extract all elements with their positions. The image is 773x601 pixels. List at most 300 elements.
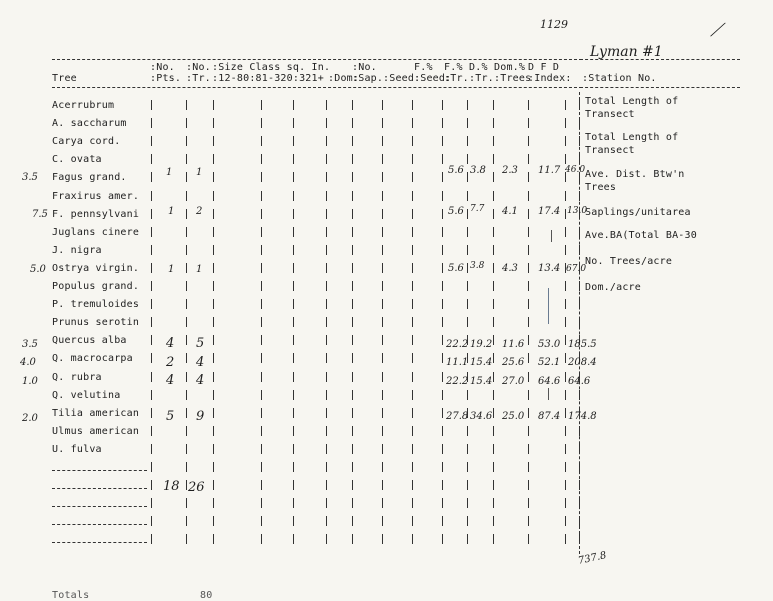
grid-tick — [382, 480, 383, 490]
station-field-3: Ave. Dist. Btw'n Trees — [585, 169, 685, 193]
value-tr: 9 — [196, 409, 205, 424]
value-index: 11.7 — [538, 165, 561, 176]
species-label: A. saccharum — [52, 118, 127, 129]
grid-tick — [293, 516, 294, 526]
value-dom: 4.3 — [502, 263, 518, 274]
grid-tick — [493, 390, 494, 400]
grid-tick — [352, 172, 353, 182]
grid-tick — [565, 227, 566, 237]
grid-tick — [213, 444, 214, 454]
grid-tick — [565, 408, 566, 418]
grid-tick — [528, 191, 529, 201]
value-ba: 13.0 — [567, 206, 588, 216]
grid-tick — [352, 118, 353, 128]
grid-tick — [442, 390, 443, 400]
species-label: Fagus grand. — [52, 172, 127, 183]
pencil-mark — [551, 230, 552, 242]
grid-tick — [213, 516, 214, 526]
grid-tick — [261, 408, 262, 418]
grid-tick — [493, 154, 494, 164]
grid-tick — [442, 136, 443, 146]
species-label: Fraxirus amer. — [52, 191, 140, 202]
grid-tick — [326, 372, 327, 382]
value-f-tr: 22.2 — [446, 339, 469, 350]
value-index: 64.6 — [538, 376, 561, 387]
grid-tick — [261, 154, 262, 164]
grid-tick — [412, 100, 413, 110]
grid-tick — [565, 444, 566, 454]
grid-tick — [467, 534, 468, 544]
grid-tick — [565, 335, 566, 345]
grid-tick — [293, 281, 294, 291]
grid-tick — [493, 426, 494, 436]
grid-tick — [326, 209, 327, 219]
grid-tick — [442, 462, 443, 472]
grid-tick — [382, 408, 383, 418]
grid-tick — [151, 299, 152, 309]
pencil-mark — [548, 288, 549, 324]
species-label: Ostrya virgin. — [52, 263, 140, 274]
header-rule-top — [52, 59, 582, 60]
grid-tick — [326, 245, 327, 255]
grid-tick — [213, 462, 214, 472]
grid-tick — [186, 299, 187, 309]
value-pts: 1 — [166, 167, 173, 178]
grid-tick — [442, 498, 443, 508]
grid-tick — [493, 408, 494, 418]
grid-tick — [151, 281, 152, 291]
grid-tick — [382, 353, 383, 363]
grid-tick — [293, 209, 294, 219]
grid-tick — [186, 154, 187, 164]
station-field-5: Ave.BA(Total BA-30 — [585, 230, 697, 241]
grid-tick — [213, 299, 214, 309]
species-label: Q. macrocarpa — [52, 353, 133, 364]
value-index: 87.4 — [538, 411, 561, 422]
grid-tick — [442, 299, 443, 309]
grid-tick — [493, 172, 494, 182]
header-index: D F D :Index: — [528, 62, 572, 84]
grid-tick — [412, 335, 413, 345]
header-dom: :Dom: — [328, 73, 360, 84]
grid-tick — [442, 516, 443, 526]
grid-tick — [565, 136, 566, 146]
grid-tick — [565, 154, 566, 164]
species-label: Q. rubra — [52, 372, 102, 383]
grid-tick — [186, 390, 187, 400]
grid-tick — [186, 317, 187, 327]
value-index: 17.4 — [538, 206, 561, 217]
grid-tick — [565, 372, 566, 382]
station-field-2: Total Length of Transect — [585, 132, 679, 156]
grid-tick — [352, 372, 353, 382]
grid-tick — [293, 154, 294, 164]
grid-tick — [186, 353, 187, 363]
grid-tick — [151, 335, 152, 345]
blank-row-rule — [52, 524, 147, 525]
grid-tick — [151, 390, 152, 400]
header-station: :Station No. — [582, 73, 657, 84]
grid-tick — [565, 534, 566, 544]
grid-tick — [528, 100, 529, 110]
grid-tick — [467, 299, 468, 309]
grid-tick — [412, 372, 413, 382]
grid-tick — [528, 281, 529, 291]
grid-tick — [186, 534, 187, 544]
value-tr: 1 — [196, 264, 203, 275]
grid-tick — [412, 353, 413, 363]
value-index: 13.4 — [538, 263, 561, 274]
grid-tick — [565, 299, 566, 309]
margin-note: 7.5 — [32, 209, 48, 220]
value-f-tr: 5.6 — [448, 165, 464, 176]
grid-tick — [382, 263, 383, 273]
species-label: Tilia american — [52, 408, 140, 419]
grid-tick — [493, 335, 494, 345]
grid-tick — [186, 426, 187, 436]
grid-tick — [352, 136, 353, 146]
grid-tick — [261, 281, 262, 291]
value-f-tr: 5.6 — [448, 206, 464, 217]
grid-tick — [186, 227, 187, 237]
grid-tick — [412, 191, 413, 201]
grid-tick — [442, 335, 443, 345]
grid-tick — [493, 118, 494, 128]
grid-tick — [467, 444, 468, 454]
value-pts: 4 — [166, 336, 175, 351]
grid-tick — [382, 335, 383, 345]
value-ba: 64.6 — [568, 376, 591, 387]
grid-tick — [293, 100, 294, 110]
grid-tick — [213, 281, 214, 291]
grid-tick — [261, 227, 262, 237]
grid-tick — [326, 480, 327, 490]
grid-tick — [261, 426, 262, 436]
grid-tick — [382, 154, 383, 164]
value-pts: 5 — [166, 409, 175, 424]
header-size-ranges: :12-80:81-320:321+ — [212, 73, 324, 84]
value-d-tr: 3.8 — [470, 165, 486, 176]
grid-tick — [412, 317, 413, 327]
grid-tick — [528, 209, 529, 219]
grid-tick — [213, 480, 214, 490]
species-label: Populus grand. — [52, 281, 140, 292]
header-no-tr: :No. :Tr. — [186, 62, 211, 84]
grid-tick — [261, 209, 262, 219]
grid-tick — [293, 498, 294, 508]
value-tr: 2 — [196, 206, 203, 217]
margin-note: 5.0 — [30, 264, 46, 275]
grid-tick — [493, 372, 494, 382]
grid-tick — [352, 462, 353, 472]
value-index: 52.1 — [538, 357, 561, 368]
value-tr: 4 — [196, 355, 205, 370]
grid-tick — [293, 462, 294, 472]
grid-tick — [467, 281, 468, 291]
grid-tick — [293, 172, 294, 182]
grid-tick — [326, 136, 327, 146]
grid-tick — [293, 227, 294, 237]
grid-tick — [382, 444, 383, 454]
grid-tick — [261, 100, 262, 110]
grid-tick — [382, 209, 383, 219]
total-pts: 18 — [163, 479, 180, 494]
grid-tick — [412, 480, 413, 490]
value-d-tr: 7.7 — [470, 204, 485, 214]
grid-tick — [412, 444, 413, 454]
grid-tick — [186, 480, 187, 490]
value-dom: 25.0 — [502, 411, 525, 422]
grid-tick — [186, 462, 187, 472]
blank-row-rule — [52, 506, 147, 507]
species-label: Prunus serotin — [52, 317, 140, 328]
grid-tick — [442, 245, 443, 255]
value-ba: 46.0 — [565, 165, 586, 175]
grid-tick — [493, 281, 494, 291]
grid-tick — [352, 534, 353, 544]
grid-tick — [467, 516, 468, 526]
grid-tick — [382, 317, 383, 327]
grid-tick — [186, 516, 187, 526]
grid-tick — [412, 227, 413, 237]
grid-tick — [213, 498, 214, 508]
grid-tick — [565, 353, 566, 363]
grid-tick — [213, 209, 214, 219]
grid-tick — [213, 408, 214, 418]
grid-tick — [151, 534, 152, 544]
grid-tick — [213, 534, 214, 544]
grid-tick — [213, 263, 214, 273]
grid-tick — [293, 136, 294, 146]
grid-tick — [326, 353, 327, 363]
grid-tick — [493, 317, 494, 327]
grid-tick — [213, 154, 214, 164]
grid-tick — [293, 408, 294, 418]
grid-tick — [151, 263, 152, 273]
grid-tick — [186, 498, 187, 508]
station-field-6: No. Trees/acre — [585, 256, 673, 267]
species-label: Acerrubrum — [52, 100, 115, 111]
grid-tick — [382, 281, 383, 291]
value-pts: 1 — [168, 264, 175, 275]
grid-tick — [382, 172, 383, 182]
grid-tick — [293, 191, 294, 201]
header-tree: Tree — [52, 73, 77, 84]
grid-tick — [213, 227, 214, 237]
grid-tick — [213, 172, 214, 182]
grid-tick — [467, 263, 468, 273]
grid-tick — [293, 335, 294, 345]
grid-tick — [261, 534, 262, 544]
grid-tick — [352, 263, 353, 273]
grid-tick — [213, 426, 214, 436]
value-dom: 25.6 — [502, 357, 525, 368]
grid-tick — [326, 191, 327, 201]
grid-tick — [528, 154, 529, 164]
grid-tick — [261, 353, 262, 363]
grid-tick — [186, 136, 187, 146]
header-rule-bottom — [52, 87, 582, 88]
grid-tick — [382, 245, 383, 255]
grid-tick — [326, 154, 327, 164]
species-label: Quercus alba — [52, 335, 127, 346]
grid-tick — [467, 136, 468, 146]
grid-tick — [261, 516, 262, 526]
grid-tick — [412, 498, 413, 508]
header-f-tr: F.% :Tr. — [444, 62, 469, 84]
grid-tick — [412, 136, 413, 146]
grid-tick — [261, 462, 262, 472]
grid-tick — [565, 516, 566, 526]
grid-tick — [151, 118, 152, 128]
grid-tick — [151, 480, 152, 490]
grid-tick — [412, 534, 413, 544]
grid-tick — [213, 353, 214, 363]
grid-tick — [442, 263, 443, 273]
grid-tick — [382, 462, 383, 472]
grid-tick — [261, 299, 262, 309]
grid-tick — [352, 390, 353, 400]
station-field-7: Dom./acre — [585, 282, 641, 293]
grid-tick — [326, 263, 327, 273]
value-tr: 4 — [196, 373, 205, 388]
grid-tick — [261, 191, 262, 201]
station-label: Lyman #1 — [590, 44, 663, 60]
grid-tick — [293, 317, 294, 327]
grid-tick — [467, 227, 468, 237]
grid-tick — [528, 335, 529, 345]
totals-label: Totals — [52, 590, 90, 601]
grid-tick — [412, 172, 413, 182]
header-seed: :Seed: — [383, 73, 421, 84]
grid-tick — [326, 516, 327, 526]
grid-tick — [528, 353, 529, 363]
grid-tick — [493, 191, 494, 201]
grid-tick — [293, 245, 294, 255]
grid-tick — [293, 390, 294, 400]
grid-tick — [151, 209, 152, 219]
grid-tick — [565, 498, 566, 508]
grid-tick — [186, 335, 187, 345]
value-f-tr: 27.8 — [446, 411, 469, 422]
blank-row-rule — [52, 488, 147, 489]
grid-tick — [352, 353, 353, 363]
grid-tick — [442, 172, 443, 182]
value-tr: 5 — [196, 336, 205, 351]
grid-tick — [186, 100, 187, 110]
grid-tick — [213, 191, 214, 201]
margin-note: 2.0 — [22, 413, 38, 424]
grid-tick — [352, 245, 353, 255]
grid-tick — [528, 299, 529, 309]
grid-tick — [382, 191, 383, 201]
grid-tick — [382, 426, 383, 436]
margin-note: 4.0 — [20, 357, 36, 368]
grid-tick — [293, 444, 294, 454]
grid-tick — [213, 390, 214, 400]
grid-tick — [213, 335, 214, 345]
grid-tick — [493, 136, 494, 146]
grid-tick — [352, 281, 353, 291]
grid-tick — [528, 516, 529, 526]
grid-tick — [261, 498, 262, 508]
station-rule-top — [580, 59, 740, 60]
grid-tick — [151, 191, 152, 201]
grid-tick — [261, 444, 262, 454]
grid-tick — [528, 172, 529, 182]
value-dom: 4.1 — [502, 206, 518, 217]
grid-tick — [467, 426, 468, 436]
value-index: 53.0 — [538, 339, 561, 350]
species-label: Carya cord. — [52, 136, 121, 147]
grid-tick — [261, 118, 262, 128]
value-f-tr: 22.2 — [446, 376, 469, 387]
grid-tick — [213, 317, 214, 327]
grid-tick — [528, 534, 529, 544]
grid-tick — [151, 426, 152, 436]
grid-tick — [326, 444, 327, 454]
grid-tick — [442, 317, 443, 327]
grid-tick — [467, 390, 468, 400]
grid-tick — [565, 118, 566, 128]
grid-tick — [382, 372, 383, 382]
grid-tick — [326, 118, 327, 128]
grid-tick — [493, 209, 494, 219]
grid-tick — [326, 390, 327, 400]
grid-tick — [493, 245, 494, 255]
grid-tick — [382, 136, 383, 146]
grid-tick — [151, 136, 152, 146]
margin-note: 3.5 — [22, 339, 38, 350]
grid-tick — [467, 191, 468, 201]
grid-tick — [326, 227, 327, 237]
grid-tick — [565, 480, 566, 490]
grid-tick — [493, 516, 494, 526]
grid-tick — [528, 372, 529, 382]
value-ba: 67.0 — [566, 264, 587, 274]
grid-tick — [565, 209, 566, 219]
grid-tick — [186, 118, 187, 128]
grid-tick — [442, 353, 443, 363]
grid-tick — [565, 426, 566, 436]
grid-tick — [261, 245, 262, 255]
station-field-1: Total Length of Transect — [585, 96, 679, 120]
species-label: Juglans cinere — [52, 227, 140, 238]
grid-tick — [293, 299, 294, 309]
grid-tick — [382, 118, 383, 128]
grid-tick — [151, 154, 152, 164]
grid-tick — [528, 263, 529, 273]
grid-tick — [151, 498, 152, 508]
grid-tick — [467, 245, 468, 255]
grid-tick — [326, 462, 327, 472]
grid-tick — [412, 281, 413, 291]
grid-tick — [213, 245, 214, 255]
header-f-seed: F.% :Seed: — [414, 62, 452, 84]
grid-tick — [467, 172, 468, 182]
grid-tick — [565, 100, 566, 110]
header-size-class: :Size Class sq. In. — [212, 62, 331, 73]
grid-tick — [352, 444, 353, 454]
blank-row-rule — [52, 542, 147, 543]
grid-tick — [493, 444, 494, 454]
grid-tick — [293, 534, 294, 544]
grid-tick — [442, 534, 443, 544]
blank-row-rule — [52, 470, 147, 471]
corner-mark: ⟋ — [710, 20, 723, 41]
grid-tick — [528, 426, 529, 436]
grid-tick — [412, 516, 413, 526]
